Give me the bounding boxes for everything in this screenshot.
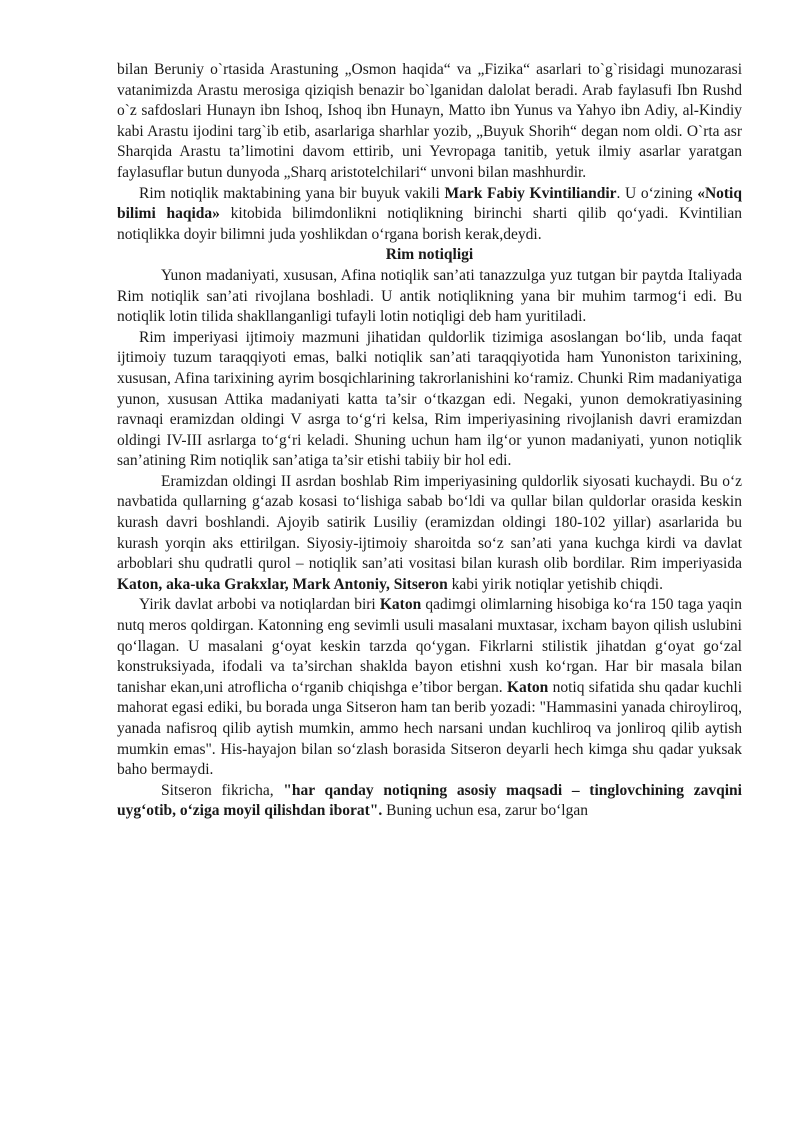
text-segment: Eramizdan oldingi II asrdan boshlab Rim imperiyasining quldorlik siyosati kuchaydi. Bu o‘z navbatida qullarning g‘azab kosasi to‘lishiga sabab bo‘ldi va qullar bilan quldorlar orasida keskin kurash davri boshlandi. Ajoyib satirik Lusiliy (eramizdan oldingi 180-102 yillar) asarlarida bu kurash yorqin aks ettirilgan. Siyosiy-ijtimoiy sharoitda so‘z san’ati yana kuchga kirdi va davlat arboblari shu qudratli qurol – notiqlik san’ati vositasi bilan kurash olib bordilar. Rim imperiyasida: [117, 472, 742, 573]
text-segment: bilan Beruniy o`rtasida Arastuning „Osmon haqida“ va „Fizika“ asarlari to`g`risidagi munozarasi vatanimizda Arastu merosiga qiziqish benazir bo`lganidan dalolat beradi. Arab faylasufi Ibn Rushd o`z safdoslari Hunayn ibn Ishoq, Ishoq ibn Hunayn, Matto ibn Yunus va Yahyo ibn Adiy, al-Kindiy kabi Arastu ijodini targ`ib etib, asarlariga sharhlar yozib, „Buyuk Shorih“ degan nom oldi. O`rta asr Sharqida Arastu ta’limotini davom ettirib, uni Yevropaga tanitib, yetuk ilmiy asarlar yaratgan faylasuflar butun dunyoda „Sharq aristotelchilari“ unvoni bilan mashhurdir.: [117, 61, 742, 181]
text-segment: Yunon madaniyati, xususan, Afina notiqlik san’ati tanazzulga yuz tutgan bir paytda Italiyada Rim notiqlik san’ati rivojlana boshladi. U antik notiqlikning yana bir muhim tarmog‘i edi. Bu notiqlik lotin tilida shakllanganligi tufayli lotin notiqligi deb ham yuritiladi.: [117, 266, 742, 326]
text-segment: Rim imperiyasi ijtimoiy mazmuni jihatidan quldorlik tizimiga asoslangan bo‘lib, unda faqat ijtimoiy tuzum taraqqiyoti emas, balki notiqlik san’ati taraqqiyotida ham Yunoniston tarixining, xususan, Afina tarixining ayrim bosqichlarining takrorlanishini ko‘ramiz. Chunki Rim madaniyatiga yunon, xususan Attika madaniyati katta ta’sir o‘tkazgan edi. Negaki, yunon demokratiyasining ravnaqi eramizdan oldingi V asrga to‘g‘ri kelsa, Rim imperiyasining rivojlanish davri eramizdan oldingi IV-III asrlarga to‘g‘ri keladi. Shuning uchun ham ilg‘or yunon madaniyati, yunon notiqlik san’atining Rim notiqlik san’atiga ta’sir etishi tabiiy bir hol edi.: [117, 328, 742, 470]
text-segment: Buning uchun esa, zarur bo‘lgan: [382, 802, 588, 820]
paragraph-rim-imperiyasi: [117, 328, 742, 472]
text-segment: . U o‘zining: [616, 184, 698, 202]
text-segment: Rim notiqlik maktabining yana bir buyuk vakili: [139, 184, 445, 202]
paragraph-beruniy-arastu: [117, 60, 742, 184]
text-segment: notiq sifatida shu qadar kuchli mahorat egasi ediki, bu borada unga Sitseron ham tan berib yozadi: "Hammasini yanada chiroyliroq, yanada nafisroq qilib aytish mumkin, ammo hech narsani undan kuchliroq va jonliroq qilib aytish mumkin emas". His-hayajon bilan so‘zlash borasida Sitseron deyarli hech kimga shu qadar yuksak baho bermaydi.: [117, 678, 742, 779]
paragraph-quldorlik-siyosati: [117, 472, 742, 596]
text-segment: Yirik davlat arbobi va notiqlardan biri: [139, 596, 380, 614]
section-heading: Rim notiqligi: [385, 246, 474, 264]
bold-orator-names: Katon, aka-uka Grakxlar, Mark Antoniy, Sitseron: [117, 575, 448, 593]
text-segment: kabi yirik notiqlar yetishib chiqdi.: [447, 575, 663, 593]
bold-name-kvintilian: Mark Fabiy Kvintiliandir: [444, 184, 617, 202]
bold-book-title: «Notiq bilimi haqida»: [117, 184, 742, 223]
paragraph-yunon-madaniyati: [117, 266, 742, 328]
text-segment: kitobida bilimdonlikni notiqlikning birinchi sharti qilib qo‘yadi. Kvintilian notiqlikka doyir bilimni juda yoshlikdan o‘rgana borish kerak,deydi.: [117, 205, 742, 243]
text-segment: Sitseron fikricha,: [161, 781, 284, 799]
document-page: [117, 60, 742, 822]
bold-quote-sitseron: "har qanday notiqning asosiy maqsadi – tinglovchining zavqini uyg‘otib, o‘ziga moyil qilishdan iborat".: [117, 781, 742, 820]
paragraph-sitseron: [117, 781, 742, 822]
bold-name-katon: Katon: [506, 678, 549, 696]
paragraph-kvintilian: [117, 184, 742, 246]
text-segment: qadimgi olimlarning hisobiga ko‘ra 150 taga yaqin nutq meros qoldirgan. Katonning eng sevimli usuli masalani muxtasar, ixcham bayon qilish uslubini qo‘llagan. U masalani g‘oyat keskin tarzda qo‘ygan. Fikrlarni stilistik jihatdan g‘oyat go‘zal konstruksiyada, ifodali va ta’sirchan shaklda bayon etishni xush ko‘rgan. Har bir masala bilan tanishar ekan,uni atroflicha o‘rganib chiqishga e’tibor bergan.: [117, 596, 742, 696]
bold-name-katon: Katon: [379, 596, 422, 614]
paragraph-katon: [117, 595, 742, 780]
